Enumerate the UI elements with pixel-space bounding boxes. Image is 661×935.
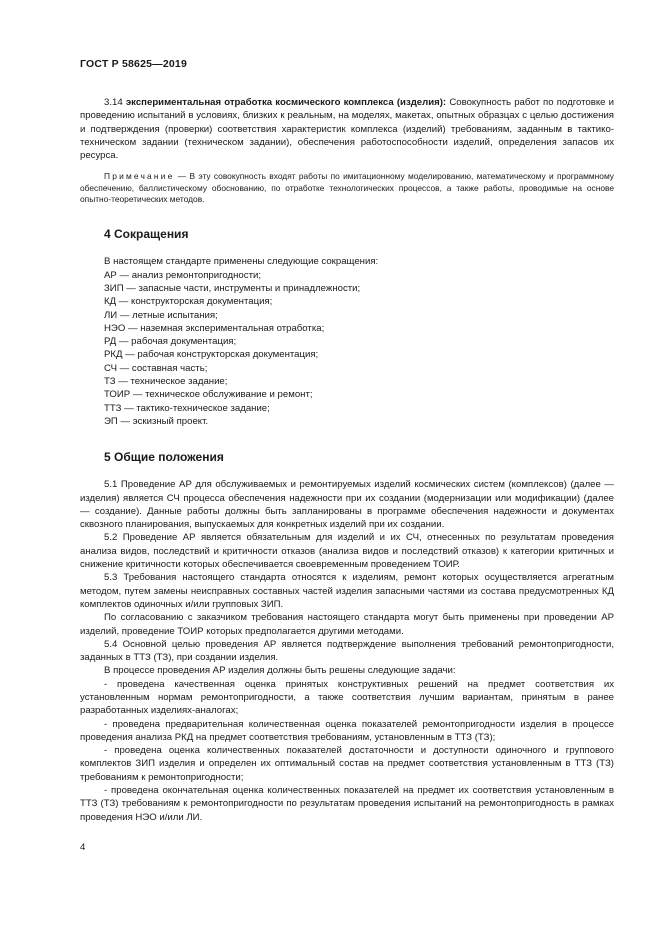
body-paragraph: По согласованию с заказчиком требования настоящего стандарта могут быть применены при проведении АР изделий, проведение ТОИР которых предполагается другими методами. (80, 612, 614, 637)
abbreviation-item: ЗИП — запасные части, инструменты и принадлежности; (104, 282, 361, 294)
abbreviation-item: ЭП — эскизный проект. (104, 415, 209, 427)
document-header: ГОСТ Р 58625—2019 (80, 58, 188, 70)
abbreviation-item: ТОИР — техническое обслуживание и ремонт; (104, 389, 313, 401)
body-paragraph: В процессе проведения АР изделия должны быть решены следующие задачи: (104, 665, 456, 677)
body-paragraph: 5.4 Основной целью проведения АР является подтверждение выполнения требований ремонтопригодности, заданных в ТТЗ (ТЗ), при создании изделия. (80, 638, 614, 664)
task-item: - проведена предварительная количественная оценка показателей ремонтопригодности изделия в процессе проведения анализа РКД на предмет соответствия требованиям, установленным в ТТЗ (ТЗ); (80, 718, 614, 743)
term-definition: Совокупность работ по подготовке и проведению испытаний в условиях, близких к реальным, на моделях, макетах, опытных образцах с целью достижения и подтверждения (проверки) соответствия характеристик комплекса (изделий) требованиям, заданным в тактико-техническом задании (техническом задании), обеспечения работоспособности изделий, определения запасов их ресурса. (80, 97, 614, 162)
term-paragraph (80, 96, 614, 162)
task-item: - проведена оценка количественных показателей достаточности и доступности одиночного и группового комплектов ЗИП изделия и определен их оптимальный состав на предмет соответствия установленным в ТТЗ (ТЗ) требованиям к ремонтопригодности; (80, 745, 614, 783)
abbreviation-item: РКД — рабочая конструкторская документация; (104, 349, 319, 361)
abbreviations-list (80, 269, 614, 429)
page-number: 4 (80, 842, 86, 853)
abbreviation-item: ЛИ — летные испытания; (104, 309, 218, 321)
body-paragraph: 5.1 Проведение АР для обслуживаемых и ремонтируемых изделий космических систем (комплексов) (далее — изделия) является СЧ процесса обеспечения надежности при их создании (модернизации или модификации) (далее — создание). Данные работы должны быть запланированы в программе обеспечения надежности и документах сквозного планирования, выпускаемых для конкретных изделий при их создании. (80, 479, 614, 531)
term-title: экспериментальная отработка космического комплекса (изделия): (125, 97, 447, 108)
body-paragraph: 5.3 Требования настоящего стандарта относятся к изделиям, ремонт которых осуществляется агрегатным методом, путем замены неисправных составных частей изделия запасными частями из состава предусмотренных КД комплектов одиночных и/или групповых ЗИП. (80, 572, 614, 610)
section-5-heading: 5 Общие положения (104, 450, 224, 465)
abbreviations-intro: В настоящем стандарте применены следующие сокращения: (104, 256, 379, 268)
abbreviation-item: ТЗ — техническое задание; (104, 376, 228, 388)
note-text: — В эту совокупность входят работы по имитационному моделированию, математическому и программному обеспечению, баллистическому обоснованию, по отработке технологических процессов, а также работы, проводимые на основе опытно-теоретических методов. (80, 171, 614, 205)
note-paragraph (80, 171, 614, 205)
document-page (80, 58, 614, 824)
task-item: - проведена качественная оценка принятых конструктивных решений на предмет соответствия их установленным нормам ремонтопригодности, а также соответствия лучшим вариантам, принятым в ранее разработанных изделиях-аналогах; (80, 678, 614, 717)
abbreviation-item: АР — анализ ремонтопригодности; (104, 269, 261, 281)
section-4-heading: 4 Сокращения (104, 227, 189, 242)
abbreviation-item: РД — рабочая документация; (104, 336, 237, 348)
term-number: 3.14 (104, 97, 123, 108)
task-item: - проведена окончательная оценка количественных показателей на предмет их соответствия установленным в ТТЗ (ТЗ) требованиям к ремонтопригодности по результатам проведения испытаний на ремонтопригодность в рамках проведения НЭО и/или ЛИ. (80, 785, 614, 823)
body-paragraph: 5.2 Проведение АР является обязательным для изделий и их СЧ, отнесенных по результатам проведения анализа видов, последствий и критичности отказов (анализа видов и последствий отказов) к категории критичных и снижение критичности которых обеспечивается своевременным проведением ТОИР. (80, 532, 614, 571)
abbreviation-item: КД — конструкторская документация; (104, 296, 273, 308)
abbreviation-item: ТТЗ — тактико-техническое задание; (104, 402, 270, 414)
note-label: Примечание (104, 171, 175, 182)
abbreviation-item: НЭО — наземная экспериментальная отработка; (104, 322, 325, 334)
abbreviation-item: СЧ — составная часть; (104, 362, 208, 374)
